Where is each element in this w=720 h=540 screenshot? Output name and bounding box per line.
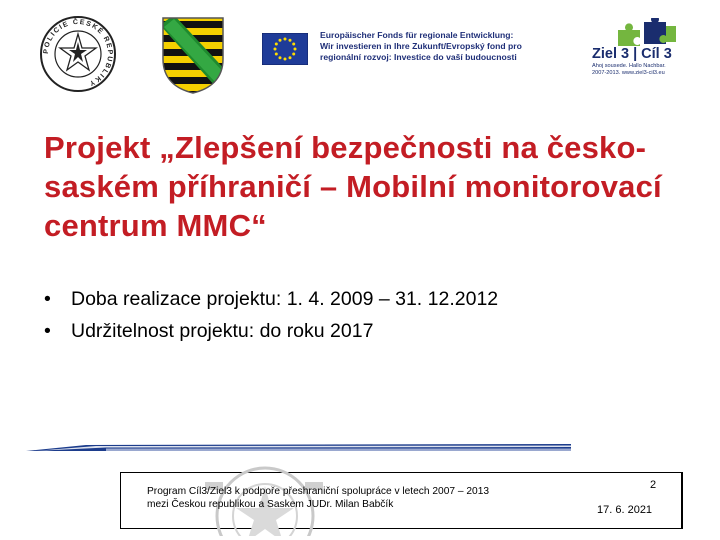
ziel-sub-line: Ahoj sousede. Hallo Nachbar. xyxy=(592,63,666,69)
footer-line-1: Program Cíl3/Ziel3 k podpoře přeshraniční spolupráce v letech 2007 – 2013 xyxy=(147,486,490,497)
footer-divider xyxy=(26,441,571,451)
police-ring-text: POLICIE ČESKÉ REPUBLIKY xyxy=(42,18,114,88)
police-badge-logo xyxy=(38,14,118,94)
bullet-list xyxy=(44,283,498,347)
footer-line-2: mezi Českou republikou a Saskem JUDr. Milan Babčík xyxy=(147,499,394,510)
eu-fund-text xyxy=(320,30,522,63)
eu-flag-icon xyxy=(262,33,308,65)
eu-text-line: Wir investieren in Ihre Zukunft/Evropský fond pro xyxy=(320,41,522,51)
slide-date: 17. 6. 2021 xyxy=(597,504,653,516)
bullet-item xyxy=(44,315,498,347)
footer-text xyxy=(147,485,489,511)
eu-text-line: Europäischer Fonds für regionale Entwicklung: xyxy=(320,30,514,40)
bullet-text: Doba realizace projektu: 1. 4. 2009 – 31. 12.2012 xyxy=(71,288,499,310)
saxony-coat-of-arms-logo xyxy=(160,15,226,95)
page-number: 2 xyxy=(650,479,657,491)
bullet-symbol: • xyxy=(44,320,51,342)
bullet-text: Udržitelnost projektu: do roku 2017 xyxy=(71,320,374,342)
ziel-sub-line: 2007-2013. www.ziel3-cil3.eu xyxy=(592,69,665,76)
eu-fund-logo xyxy=(262,28,538,70)
bullet-symbol: • xyxy=(44,288,51,310)
ziel3-cil3-logo xyxy=(586,18,696,80)
ziel-subtitle xyxy=(592,63,666,76)
bullet-item xyxy=(44,283,498,315)
ziel-title: Ziel 3 | Cíl 3 xyxy=(592,46,672,62)
slide-title: Projekt „Zlepšení bezpečnosti na česko-saském příhraničí – Mobilní monitorovací centrum MMC“ xyxy=(44,130,662,243)
eu-text-line: regionální rozvoj: Investice do vaší budoucnosti xyxy=(320,52,517,62)
puzzle-pieces-icon xyxy=(614,18,678,46)
